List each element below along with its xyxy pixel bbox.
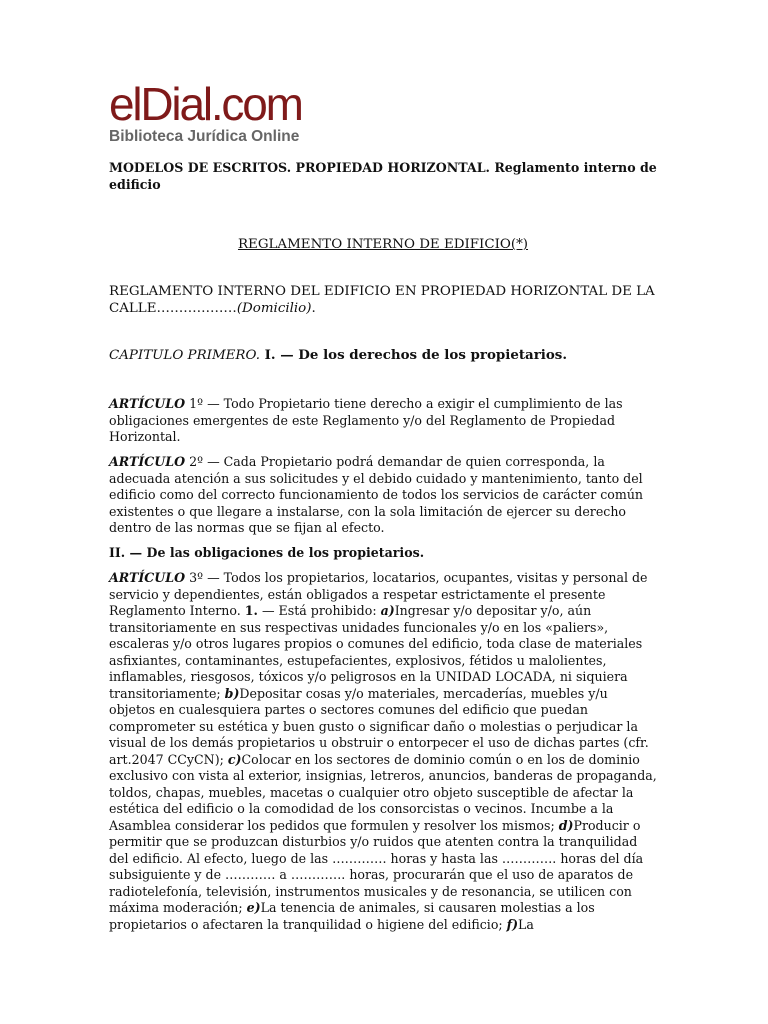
article-2-label: ARTÍCULO	[109, 454, 186, 469]
clause-f-text: La	[518, 916, 534, 932]
section-two-heading: II. — De las obligaciones de los propietarios.	[109, 545, 425, 560]
document-header: MODELOS DE ESCRITOS. PROPIEDAD HORIZONTAL. Reglamento interno de edificio	[109, 160, 657, 192]
article-2-text: 2º — Cada Propietario podrá demandar de quien corresponda, la adecuada atención a sus solicitudes y el debido cuidado y mantenimiento, tanto del edificio como del correcto funcionamiento de todos los servicios de carácter común existentes o que llegare a instalarse, con la sola limitación de ejercer su derecho dentro de las normas que se fijan al efecto.	[109, 454, 644, 535]
clause-a-text: Ingresar y/o depositar y/o, aún transitoriamente en sus respectivas unidades funcionales y/o en los «paliers», escaleras y/o otros lugares propios o comunes del edificio, toda clase de materiales asfixiantes, contaminantes, estupefacientes, explosivos, fétidos u malolientes, inflamables, riesgosos, tóxicos y/o peligrosos en la UNIDAD LOCADA, ni siquiera transitoriamente;	[109, 603, 643, 701]
article-2	[109, 454, 657, 537]
logo-subtitle: Biblioteca Jurídica Online	[109, 128, 300, 145]
clause-d-text: Producir o permitir que se produzcan disturbios y/o ruidos que atenten contra la tranquilidad del edificio. Al efecto, luego de las …………. horas y hasta las …………. horas del día subsiguiente y de ………… a …………. horas, procurarán que el uso de aparatos de radiotelefonía, televisión, instrumentos musicales y de resonancia, se utilicen con máxima moderación;	[109, 817, 644, 915]
article-1-label: ARTÍCULO	[109, 396, 186, 411]
intro-end: .	[311, 301, 316, 316]
clause-e-label: e)	[246, 900, 261, 915]
article-3-item-1: 1.	[244, 603, 258, 618]
logo-wordmark: elDial.com	[109, 78, 302, 130]
clause-a-label: a)	[380, 603, 395, 618]
chapter-one-heading	[109, 347, 657, 364]
clause-b-label: b)	[224, 685, 240, 701]
intro-domicilio: (Domicilio)	[236, 301, 312, 316]
chapter-one-label: CAPITULO PRIMERO.	[109, 348, 260, 363]
clause-f-label: f)	[506, 916, 519, 932]
intro-paragraph	[109, 283, 657, 317]
article-1	[109, 396, 657, 446]
clause-d-label: d)	[558, 817, 574, 833]
clause-c-label: c)	[227, 751, 242, 767]
clause-c-text: Colocar en los sectores de dominio común o en los de dominio exclusivo con vista al exterior, insignias, letreros, anuncios, banderas de propaganda, toldos, chapas, muebles, macetas o cualquier otro objeto susceptible de afectar la estética del edificio o la comodidad de los consorcistas o vecinos. Incumbe a la Asamblea considerar los pedidos que formulen y resolver los mismos;	[109, 751, 657, 833]
article-3-label: ARTÍCULO	[109, 570, 186, 585]
eldial-logo	[109, 78, 311, 146]
document-title: REGLAMENTO INTERNO DE EDIFICIO(*)	[237, 237, 529, 252]
article-3	[109, 570, 657, 933]
article-1-text: 1º — Todo Propietario tiene derecho a exigir el cumplimiento de las obligaciones emergentes de este Reglamento y/o del Reglamento de Propiedad Horizontal.	[109, 396, 623, 444]
article-3-intro: 3º — Todos los propietarios, locatarios, ocupantes, visitas y personal de servicio y dependientes, están obligados a respetar estrictamente el presente Reglamento Interno.	[109, 570, 648, 618]
chapter-one-title: I. — De los derechos de los propietarios.	[259, 347, 567, 363]
article-3-prohibited: — Está prohibido:	[257, 603, 381, 618]
intro-text: REGLAMENTO INTERNO DEL EDIFICIO EN PROPIEDAD HORIZONTAL DE LA CALLE………………	[109, 284, 655, 316]
clause-e-text: La tenencia de animales, si causaren molestias a los propietarios o afectaren la tranquilidad o higiene del edificio;	[109, 900, 595, 932]
clause-b-text: Depositar cosas y/o materiales, mercaderías, muebles y/u objetos en cualesquiera partes o sectores comunes del edificio que puedan comprometer su estética y buen gusto o significar daño o molestias o perjudicar la visual de los demás propietarios u obstruir o entorpecer el uso de dichas partes (cfr. art.2047 CCyCN);	[109, 685, 649, 767]
